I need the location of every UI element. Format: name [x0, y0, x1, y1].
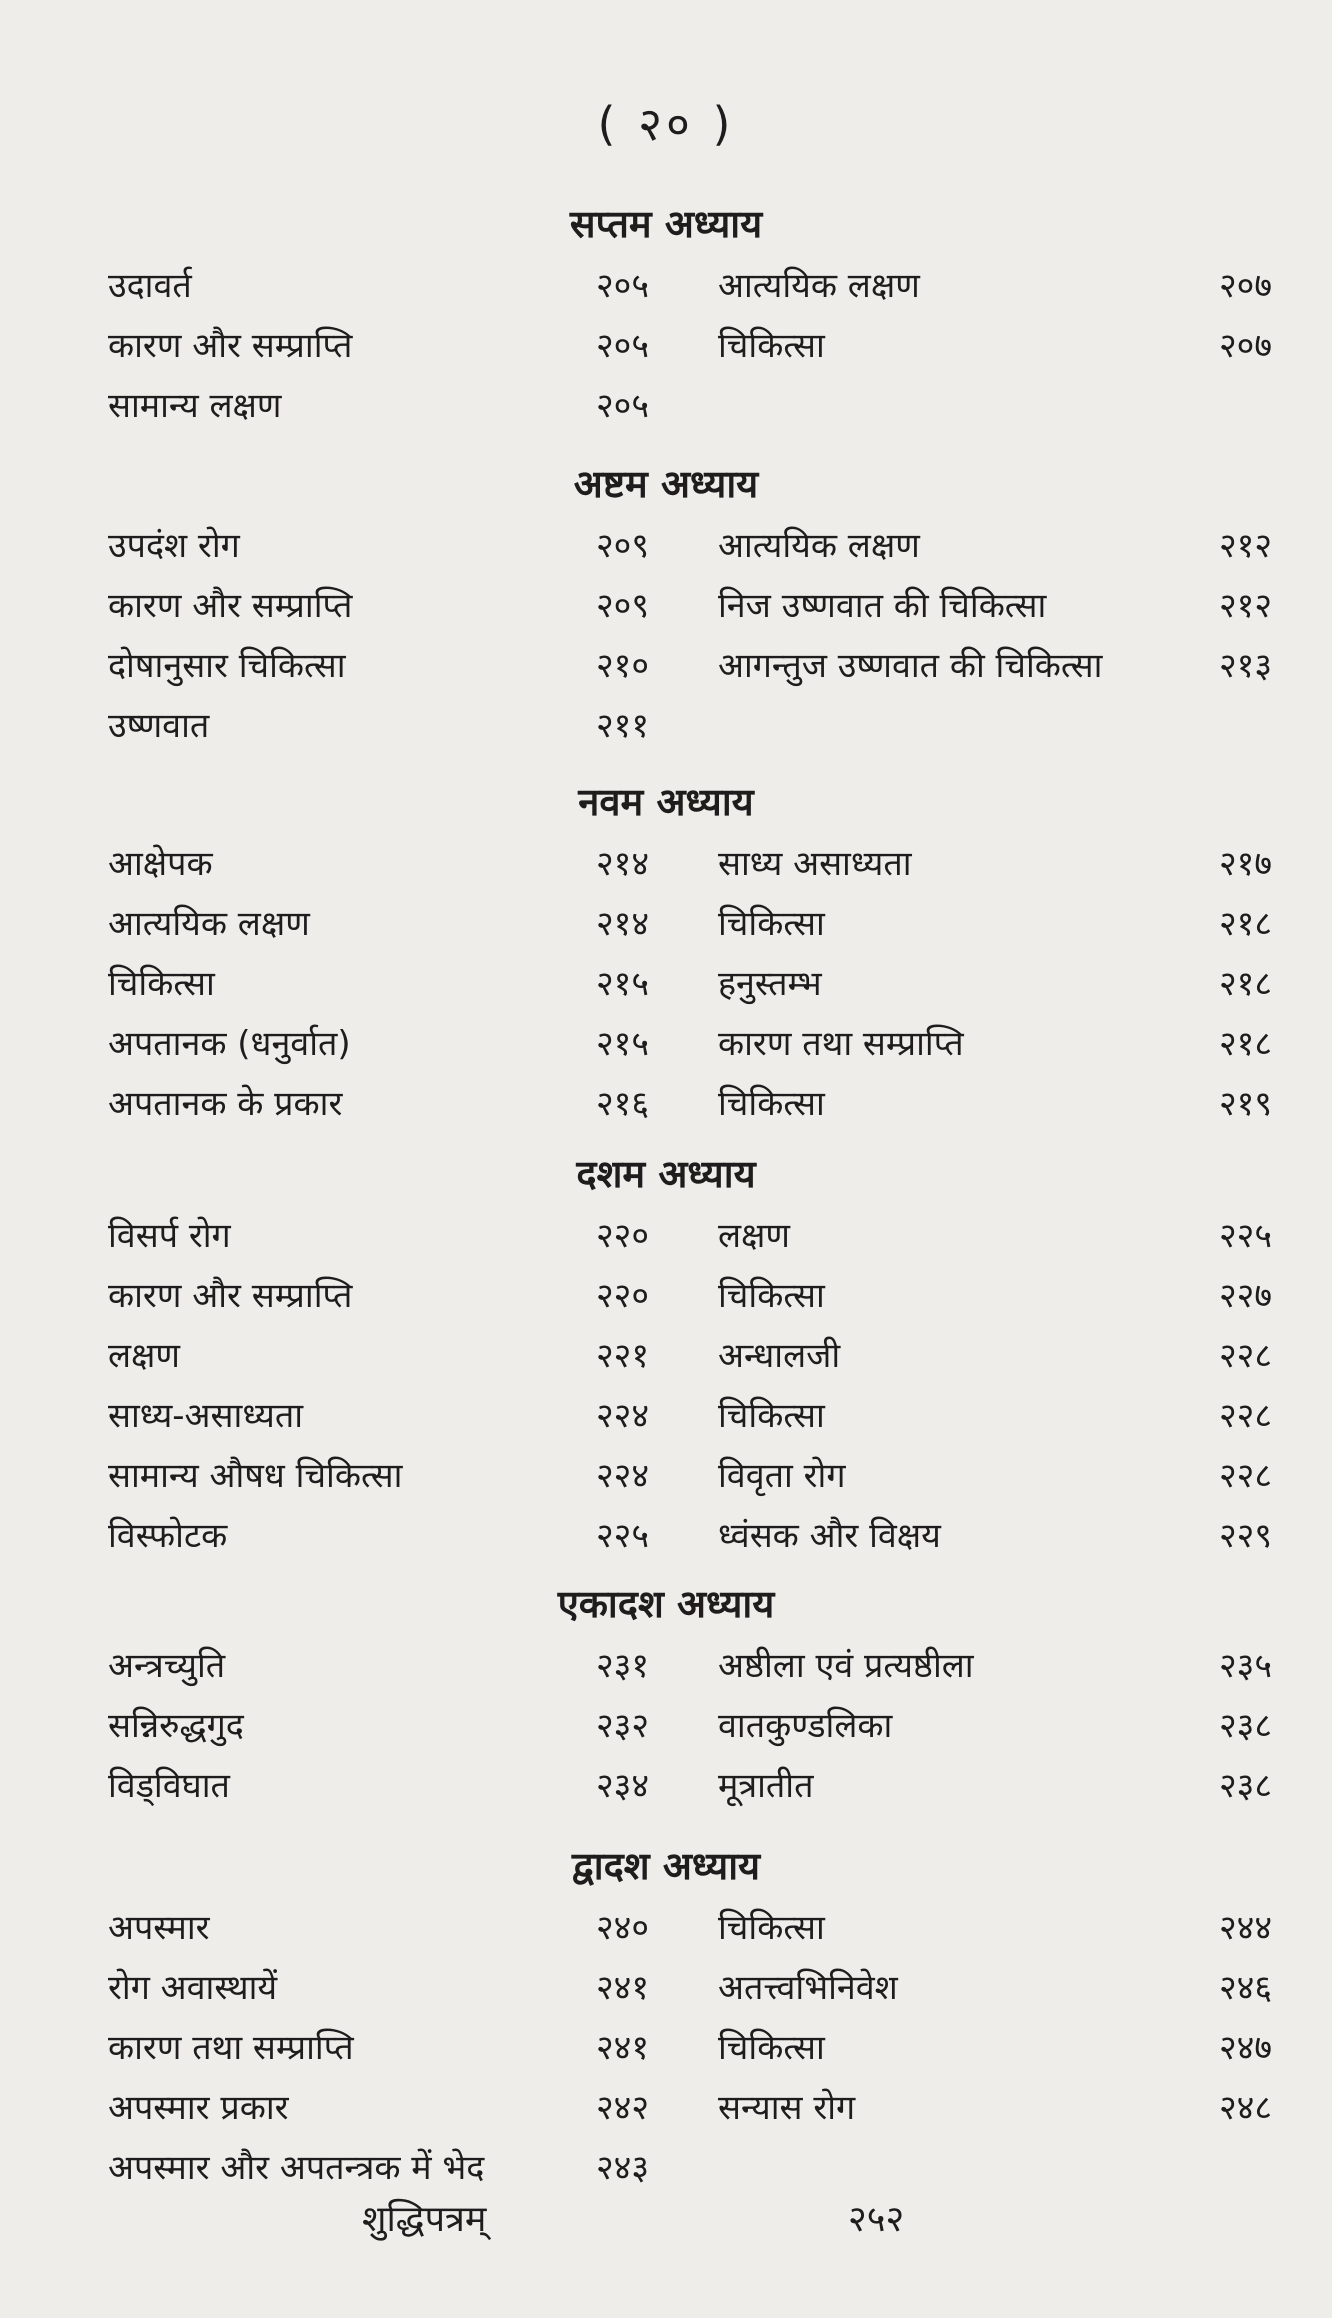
toc-row	[0, 2018, 1332, 2078]
toc-row	[0, 1756, 1332, 1816]
chapter-9	[0, 770, 1332, 1134]
toc-row	[0, 834, 1332, 894]
left-page: २२०	[596, 1216, 650, 1256]
toc-row	[0, 1014, 1332, 1074]
left-topic: उपदंश रोग	[108, 526, 240, 566]
left-topic: अपस्मार और अपतन्त्रक में भेद	[108, 2148, 485, 2188]
right-topic: निज उष्णवात की चिकित्सा	[718, 586, 1047, 626]
left-topic: विस्फोटक	[108, 1516, 228, 1556]
right-page: २१८	[1218, 964, 1272, 1004]
left-page: २४१	[596, 1968, 650, 2008]
right-topic: चिकित्सा	[718, 326, 825, 366]
chapter-title: सप्तम अध्याय	[569, 202, 763, 246]
page-number: ( २० )	[597, 97, 735, 151]
errata-label: शुद्धिपत्रम्	[362, 2199, 487, 2240]
chapter-12	[0, 1834, 1332, 2198]
left-topic: सामान्य लक्षण	[108, 386, 282, 426]
right-topic: आत्ययिक लक्षण	[718, 526, 920, 566]
left-page: २०५	[596, 266, 650, 306]
right-page: २३८	[1218, 1706, 1272, 1746]
right-topic: अन्धालजी	[718, 1336, 841, 1376]
toc-row	[0, 1958, 1332, 2018]
left-page: २२४	[596, 1456, 650, 1496]
left-topic: सामान्य औषध चिकित्सा	[108, 1456, 403, 1496]
left-topic: आत्ययिक लक्षण	[108, 904, 310, 944]
toc-row	[0, 1266, 1332, 1326]
toc-row	[0, 516, 1332, 576]
chapter-title: द्वादश अध्याय	[571, 1844, 761, 1888]
left-topic: उदावर्त	[108, 266, 192, 306]
left-page: २४३	[596, 2148, 650, 2188]
chapter-title: नवम अध्याय	[578, 780, 754, 824]
left-topic: अपतानक के प्रकार	[108, 1084, 343, 1124]
right-page: २०७	[1218, 326, 1272, 366]
left-page: २४१	[596, 2028, 650, 2068]
left-topic: दोषानुसार चिकित्सा	[108, 646, 346, 686]
left-page: २०९	[596, 526, 650, 566]
left-topic: अन्त्रच्युति	[108, 1646, 226, 1686]
left-page: २४२	[596, 2088, 650, 2128]
right-topic: मूत्रातीत	[718, 1766, 814, 1806]
right-page: २२८	[1218, 1396, 1272, 1436]
right-topic: चिकित्सा	[718, 1396, 825, 1436]
left-topic: साध्य-असाध्यता	[108, 1396, 304, 1436]
toc-row	[0, 576, 1332, 636]
left-page: २२४	[596, 1396, 650, 1436]
toc-row	[0, 894, 1332, 954]
toc-row	[0, 1326, 1332, 1386]
right-page: २०७	[1218, 266, 1272, 306]
left-topic: विसर्प रोग	[108, 1216, 231, 1256]
errata-entry	[0, 2190, 1332, 2250]
chapter-10	[0, 1142, 1332, 1566]
chapter-title: अष्टम अध्याय	[573, 462, 759, 506]
toc-row	[0, 1386, 1332, 1446]
left-page: २०५	[596, 326, 650, 366]
left-page: २१०	[596, 646, 650, 686]
left-topic: अपस्मार	[108, 1908, 210, 1948]
right-page: २२५	[1218, 1216, 1272, 1256]
right-page: २३८	[1218, 1766, 1272, 1806]
left-topic: कारण और सम्प्राप्ति	[108, 1276, 353, 1316]
right-page: २४८	[1218, 2088, 1272, 2128]
left-topic: सन्निरुद्धगुद	[108, 1706, 244, 1746]
toc-row	[0, 1206, 1332, 1266]
toc-row	[0, 316, 1332, 376]
errata-page: २५२	[848, 2199, 905, 2240]
right-topic: हनुस्तम्भ	[718, 964, 822, 1004]
left-page: २१६	[596, 1084, 650, 1124]
left-page: २१४	[596, 904, 650, 944]
toc-row	[0, 2138, 1332, 2198]
left-page: २२०	[596, 1276, 650, 1316]
right-topic: वातकुण्डलिका	[718, 1706, 893, 1746]
right-topic: ध्वंसक और विक्षय	[718, 1516, 941, 1556]
left-page: २०५	[596, 386, 650, 426]
left-page: २११	[596, 706, 650, 746]
right-topic: चिकित्सा	[718, 1084, 825, 1124]
toc-row	[0, 376, 1332, 436]
toc-row	[0, 1898, 1332, 1958]
right-page: २२७	[1218, 1276, 1272, 1316]
left-topic: उष्णवात	[108, 706, 210, 746]
right-page: २१२	[1218, 526, 1272, 566]
right-topic: साध्य असाध्यता	[718, 844, 912, 884]
toc-row	[0, 636, 1332, 696]
right-topic: चिकित्सा	[718, 1276, 825, 1316]
right-topic: आगन्तुज उष्णवात की चिकित्सा	[718, 646, 1103, 686]
right-page: २१९	[1218, 1084, 1272, 1124]
left-topic: अपतानक (धनुर्वात)	[108, 1024, 351, 1064]
left-topic: कारण तथा सम्प्राप्ति	[108, 2028, 354, 2068]
right-topic: चिकित्सा	[718, 2028, 825, 2068]
toc-row	[0, 256, 1332, 316]
right-page: २१२	[1218, 586, 1272, 626]
left-page: २१५	[596, 1024, 650, 1064]
left-topic: अपस्मार प्रकार	[108, 2088, 289, 2128]
right-page: २१८	[1218, 1024, 1272, 1064]
toc-row	[0, 1636, 1332, 1696]
chapter-11	[0, 1572, 1332, 1816]
left-page: २१४	[596, 844, 650, 884]
left-page: २२५	[596, 1516, 650, 1556]
right-topic: सन्यास रोग	[718, 2088, 856, 2128]
toc-row	[0, 2078, 1332, 2138]
right-page: २४४	[1218, 1908, 1272, 1948]
right-page: २४६	[1218, 1968, 1272, 2008]
right-page: २२९	[1218, 1516, 1272, 1556]
left-page: २०९	[596, 586, 650, 626]
right-page: २४७	[1218, 2028, 1272, 2068]
right-page: २२८	[1218, 1336, 1272, 1376]
left-topic: आक्षेपक	[108, 844, 213, 884]
right-page: २१८	[1218, 904, 1272, 944]
toc-row	[0, 696, 1332, 756]
toc-row	[0, 1696, 1332, 1756]
right-page: २१३	[1218, 646, 1272, 686]
toc-row	[0, 1506, 1332, 1566]
right-page: २३५	[1218, 1646, 1272, 1686]
left-page: २३१	[596, 1646, 650, 1686]
right-topic: विवृता रोग	[718, 1456, 846, 1496]
left-topic: लक्षण	[108, 1336, 181, 1376]
right-topic: अष्ठीला एवं प्रत्यष्ठीला	[718, 1646, 974, 1686]
left-topic: चिकित्सा	[108, 964, 215, 1004]
chapter-8	[0, 452, 1332, 756]
left-page: २३२	[596, 1706, 650, 1746]
right-topic: अतत्त्वभिनिवेश	[718, 1968, 898, 2008]
left-page: २४०	[596, 1908, 650, 1948]
left-page: २३४	[596, 1766, 650, 1806]
right-topic: लक्षण	[718, 1216, 791, 1256]
left-page: २१५	[596, 964, 650, 1004]
left-topic: विड्विघात	[108, 1766, 230, 1806]
toc-row	[0, 1074, 1332, 1134]
right-page: २२८	[1218, 1456, 1272, 1496]
right-topic: चिकित्सा	[718, 904, 825, 944]
right-topic: आत्ययिक लक्षण	[718, 266, 920, 306]
left-topic: कारण और सम्प्राप्ति	[108, 586, 353, 626]
left-topic: कारण और सम्प्राप्ति	[108, 326, 353, 366]
left-topic: रोग अवास्थायें	[108, 1968, 278, 2008]
right-topic: कारण तथा सम्प्राप्ति	[718, 1024, 964, 1064]
chapter-7	[0, 192, 1332, 436]
right-page: २१७	[1218, 844, 1272, 884]
chapter-title: दशम अध्याय	[576, 1152, 756, 1196]
toc-row	[0, 1446, 1332, 1506]
left-page: २२१	[596, 1336, 650, 1376]
chapter-title: एकादश अध्याय	[557, 1582, 775, 1626]
right-topic: चिकित्सा	[718, 1908, 825, 1948]
toc-row	[0, 954, 1332, 1014]
